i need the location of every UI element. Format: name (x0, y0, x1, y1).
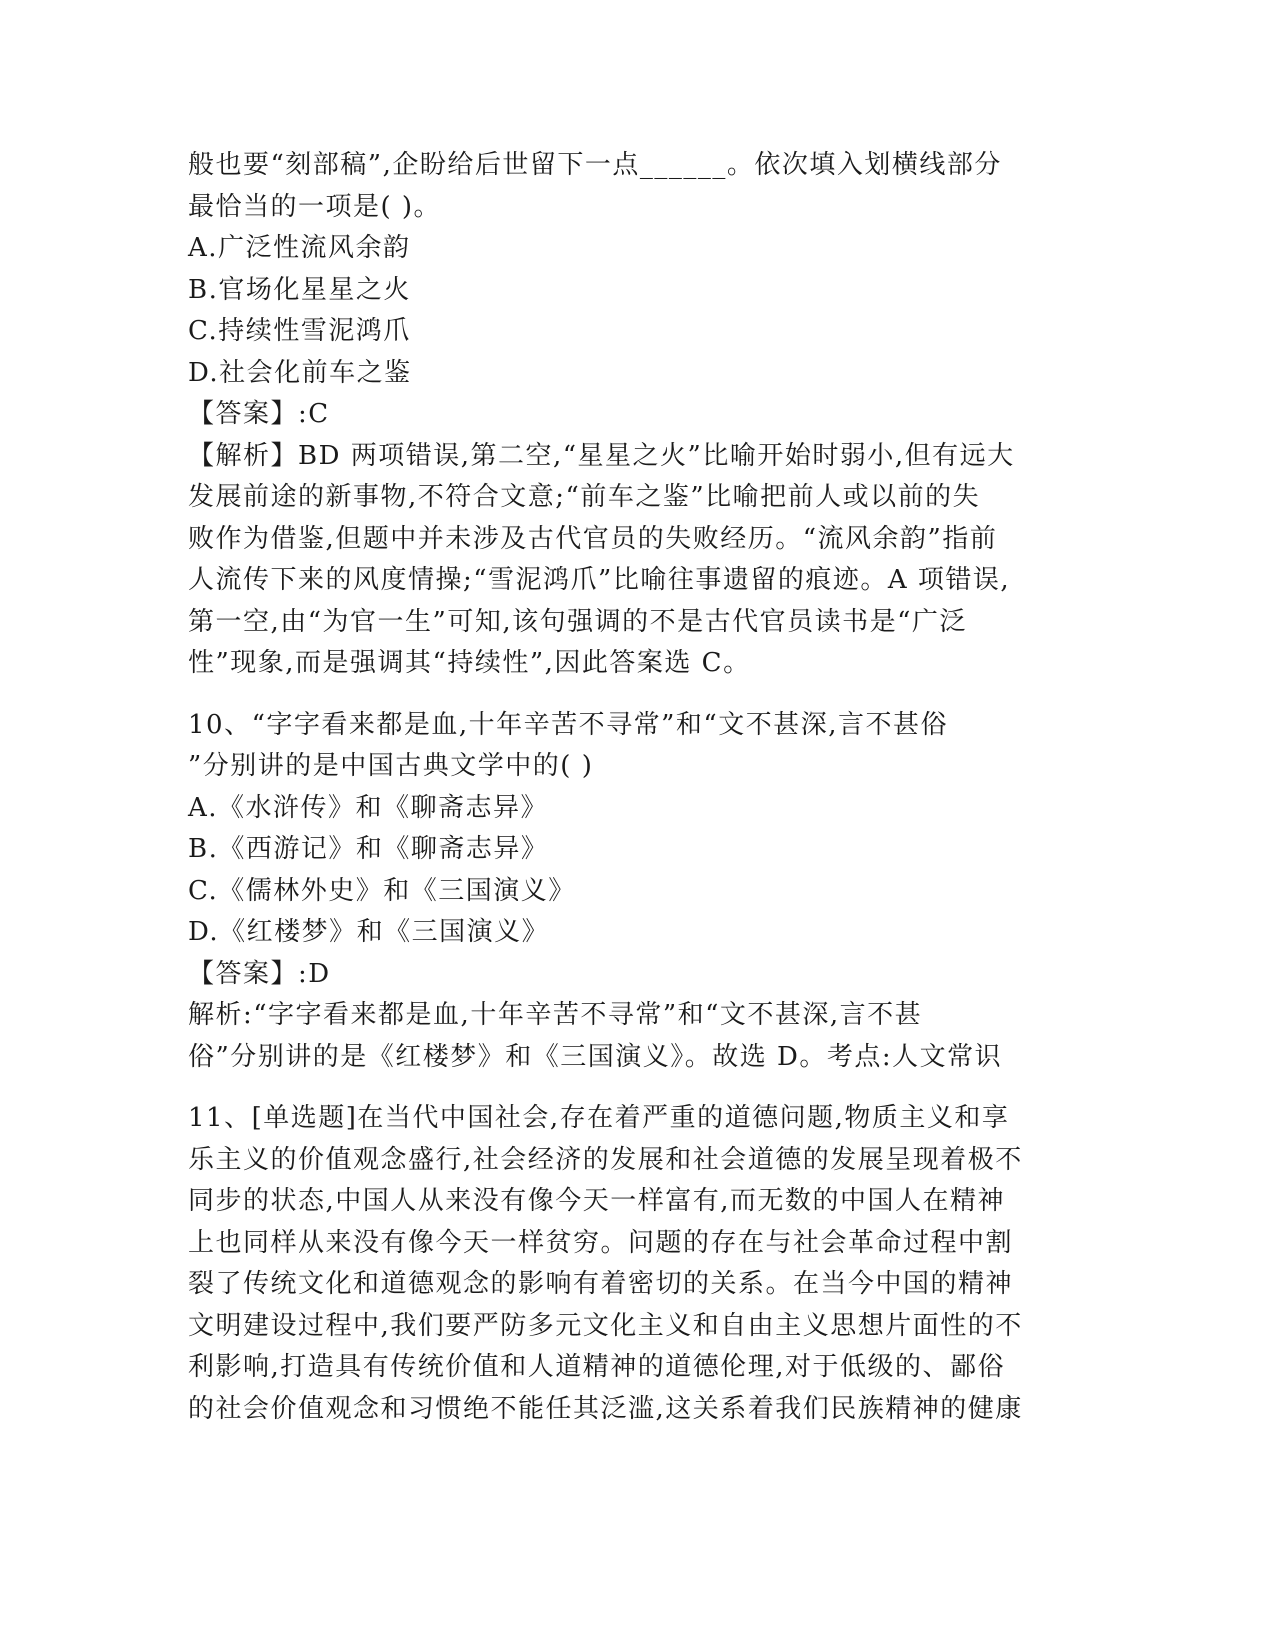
question-11 (188, 1098, 1088, 1430)
question-stem-line: 最恰当的一项是( )。 (188, 191, 442, 222)
analysis-line: 第一空,由“为官一生”可知,该句强调的不是古代官员读书是“广泛 (188, 606, 967, 637)
question-stem-line: 10、“字字看来都是血,十年辛苦不寻常”和“文不甚深,言不甚俗 (188, 709, 948, 740)
answer-line: 【答案】:D (188, 958, 331, 989)
option-d: D.《红楼梦》和《三国演义》 (188, 917, 550, 947)
analysis-line: 解析:“字字看来都是血,十年辛苦不寻常”和“文不甚深,言不甚 (188, 1000, 923, 1030)
question-stem-line: 的社会价值观念和习惯绝不能任其泛滥,这关系着我们民族精神的健康 (188, 1393, 1023, 1424)
analysis-line: 性”现象,而是强调其“持续性”,因此答案选 C。 (188, 648, 751, 678)
question-10 (188, 705, 1088, 1079)
option-c: C.《儒林外史》和《三国演义》 (188, 875, 576, 906)
analysis-line: 败作为借鉴,但题中并未涉及古代官员的失败经历。“流风余韵”指前 (188, 523, 998, 554)
analysis-line: 人流传下来的风度情操;“雪泥鸿爪”比喻往事遗留的痕迹。A 项错误, (188, 565, 1011, 595)
question-stem-line: 11、[单选题]在当代中国社会,存在着严重的道德问题,物质主义和享 (188, 1103, 1010, 1133)
option-d: D.社会化前车之鉴 (188, 357, 412, 388)
question-stem-line: 裂了传统文化和道德观念的影响有着密切的关系。在当今中国的精神 (188, 1269, 1014, 1299)
answer-line: 【答案】:C (188, 399, 330, 429)
section-gap (188, 685, 1088, 705)
analysis-line: 俗”分别讲的是《红楼梦》和《三国演义》。故选 D。考点:人文常识 (188, 1041, 1003, 1072)
document-page (188, 145, 1088, 1430)
question-9-continuation (188, 145, 1088, 685)
section-gap (188, 1078, 1088, 1098)
option-b: B.《西游记》和《聊斋志异》 (188, 834, 549, 864)
analysis-line: 发展前途的新事物,不符合文意;“前车之鉴”比喻把前人或以前的失 (188, 482, 981, 512)
question-stem-line: 文明建设过程中,我们要严防多元文化主义和自由主义思想片面性的不 (188, 1310, 1023, 1341)
option-b: B.官场化星星之火 (188, 274, 411, 305)
question-stem-line: 般也要“刻部稿”,企盼给后世留下一点______。依次填入划横线部分 (188, 150, 1002, 180)
question-stem-line: ”分别讲的是中国古典文学中的( ) (188, 751, 594, 781)
question-stem-line: 乐主义的价值观念盛行,社会经济的发展和社会道德的发展呈现着极不 (188, 1144, 1023, 1175)
question-stem-line: 上也同样从来没有像今天一样贫穷。问题的存在与社会革命过程中割 (188, 1227, 1014, 1258)
question-stem-line: 同步的状态,中国人从来没有像今天一样富有,而无数的中国人在精神 (188, 1186, 1006, 1216)
question-stem-line: 利影响,打造具有传统价值和人道精神的道德伦理,对于低级的、鄙俗 (188, 1352, 1006, 1382)
analysis-line: 【解析】BD 两项错误,第二空,“星星之火”比喻开始时弱小,但有远大 (188, 440, 1015, 471)
option-a: A.《水浒传》和《聊斋志异》 (188, 792, 549, 823)
option-c: C.持续性雪泥鸿爪 (188, 316, 411, 346)
option-a: A.广泛性流风余韵 (188, 233, 411, 263)
